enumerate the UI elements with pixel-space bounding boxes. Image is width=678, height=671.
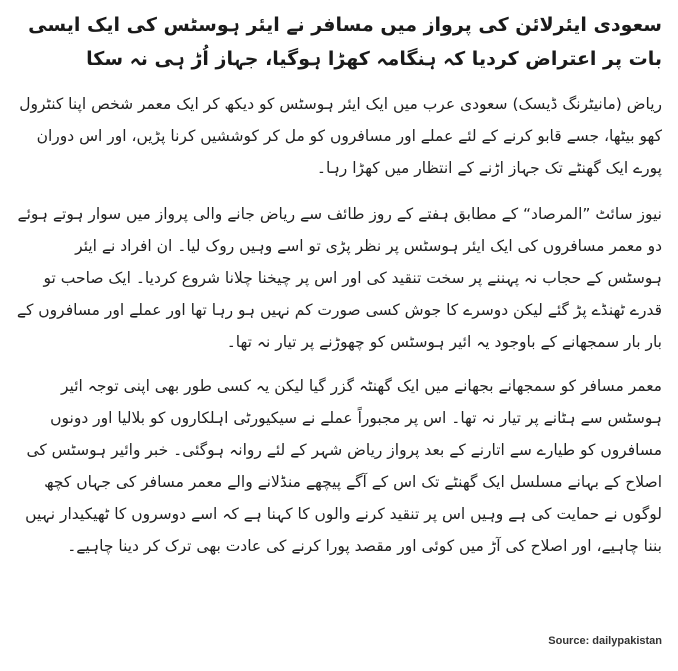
article (16, 8, 662, 576)
article-paragraph-3: معمر مسافر کو سمجھانے بجھانے میں ایک گھنٹہ گزر گیا لیکن یہ کسی طور بھی اپنی توجہ ائیر ہوسٹس سے ہٹانے پر تیار نہ تھا۔ اس پر مجبوراً عملے نے سیکیورٹی اہلکاروں کو بلالیا اور دونوں مسافروں کو طیارے سے اتارنے کے بعد پرواز ریاض شہر کے لئے روانہ ہوگئی۔ خبر وائیر ہوسٹس کی اصلاح کے بہانے مسلسل ایک گھنٹے تک اس کے آگے پیچھے منڈلانے والے معمر مسافر کی جہاں کچھ لوگوں نے حمایت کی ہے وہیں اس پر تنقید کرنے والوں کا کہنا ہے کہ اسے دوسروں کا ٹھیکیدار نہیں بننا چاہیے، اور اصلاح کی آڑ میں کوئی اور مقصد پورا کرنے کی عادت بھی ترک کر دینا چاہیے۔ (25, 377, 662, 555)
article-headline: سعودی ایئرلائن کی پرواز میں مسافر نے ایئر ہوسٹس کی ایک ایسی بات پر اعتراض کردیا کہ ہنگامہ کھڑا ہوگیا، جہاز اُڑ ہی نہ سکا (28, 14, 662, 70)
article-paragraph-2: نیوز سائٹ ”المرصاد“ کے مطابق ہفتے کے روز طائف سے ریاض جانے والی پرواز میں سوار ہوتے ہوئے دو معمر مسافروں کی ایک ایئر ہوسٹس پر نظر پڑی تو اسے وہیں روک لیا۔ ان افراد نے ایئر ہوسٹس کے حجاب نہ پہننے پر سخت تنقید کی اور اس پر چیخنا چلانا شروع کردیا۔ ایک صاحب تو قدرے ٹھنڈے پڑ گئے لیکن دوسرے کا جوش کسی صورت کم نہیں ہو رہا تھا اور عملے اور مسافروں کے بار بار سمجھانے کے باوجود یہ ائیر ہوسٹس کو چھوڑنے پر تیار نہ تھا۔ (16, 205, 662, 351)
article-paragraph-1: ریاض (مانیٹرنگ ڈیسک) سعودی عرب میں ایک ایئر ہوسٹس کو دیکھ کر ایک معمر شخص اپنا کنٹرول کھو بیٹھا، جسے قابو کرنے کے لئے عملے اور مسافروں کو مل کر کوششیں کرنا پڑیں، اور اس دوران پورے ایک گھنٹے تک جہاز اڑنے کے انتظار میں کھڑا رہا۔ (19, 95, 662, 177)
source-credit: Source: dailypakistan (548, 635, 662, 647)
